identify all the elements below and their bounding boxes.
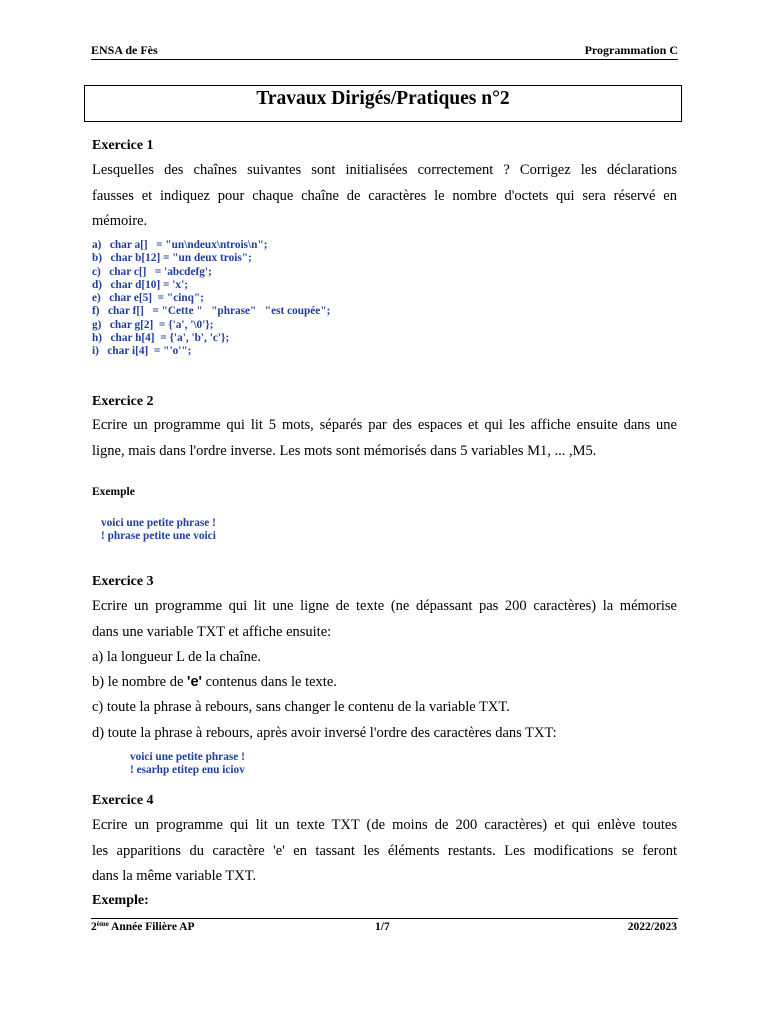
exercise-2-line: Ecrire un programme qui lit 5 mots, séparés par des espaces et qui les affiche ensuite dans une bbox=[92, 417, 677, 433]
exercise-2-example bbox=[101, 517, 216, 544]
code-item: c) char c[] = 'abcdefg'; bbox=[92, 265, 212, 278]
exercise-3-item-b bbox=[92, 674, 337, 691]
char-e: 'e' bbox=[187, 674, 202, 690]
exercise-4-text bbox=[92, 813, 677, 890]
exercise-4-example-label: Exemple: bbox=[92, 893, 149, 908]
footer-left bbox=[91, 921, 195, 933]
exercise-1-line: Lesquelles des chaînes suivantes sont initialisées correctement ? Corrigez les déclarations bbox=[92, 162, 677, 178]
example-line: voici une petite phrase ! bbox=[101, 517, 216, 529]
exercise-1-line: fausses et indiquez pour chaque chaîne de caractères le nombre d'octets qui sera réservé en bbox=[92, 187, 677, 204]
exercise-3-line: Ecrire un programme qui lit une ligne de texte (ne dépassant pas 200 caractères) la mémorise bbox=[92, 598, 677, 614]
exercise-2-text bbox=[92, 413, 677, 464]
exercise-3-example bbox=[130, 751, 245, 778]
code-item: f) char f[] = "Cette " "phrase" "est coupée"; bbox=[92, 305, 331, 318]
example-line: ! esarhp etitep enu iciov bbox=[130, 764, 245, 777]
footer-divider bbox=[91, 918, 678, 919]
page-title: Travaux Dirigés/Pratiques n°2 bbox=[256, 88, 510, 109]
header-divider bbox=[91, 59, 678, 60]
code-item: g) char g[2] = {'a', '\0'}; bbox=[92, 318, 214, 331]
exercise-2-line: ligne, mais dans l'ordre inverse. Les mots sont mémorisés dans 5 variables M1, ... ,M5. bbox=[92, 442, 597, 459]
exercise-1-code-list bbox=[92, 239, 330, 359]
code-item: h) char h[4] = {'a', 'b', 'c'}; bbox=[92, 332, 230, 345]
example-line: voici une petite phrase ! bbox=[130, 751, 245, 763]
item-b-prefix: b) le nombre de bbox=[92, 674, 188, 690]
exercise-1-heading: Exercice 1 bbox=[92, 138, 154, 153]
page-number: 1/7 bbox=[375, 921, 390, 933]
exercise-4-line: dans la même variable TXT. bbox=[92, 868, 257, 884]
code-item: e) char e[5] = "cinq"; bbox=[92, 292, 204, 305]
exercise-3-item-c: c) toute la phrase à rebours, sans changer le contenu de la variable TXT. bbox=[92, 699, 510, 715]
footer-year-suffix: ème bbox=[96, 920, 109, 928]
exercise-1-text bbox=[92, 158, 677, 235]
exercise-4-line: Ecrire un programme qui lit un texte TXT (de moins de 200 caractères) et qui enlève toutes bbox=[92, 817, 677, 833]
code-item: i) char i[4] = "'o'"; bbox=[92, 345, 192, 358]
header-right: Programmation C bbox=[584, 43, 678, 57]
code-item: d) char d[10] = 'x'; bbox=[92, 278, 188, 291]
footer-year-number: 2 bbox=[91, 921, 97, 933]
exercise-3-item-a: a) la longueur L de la chaîne. bbox=[92, 649, 261, 665]
exercise-3-item-d: d) toute la phrase à rebours, après avoir inversé l'ordre des caractères dans TXT: bbox=[92, 725, 557, 741]
exercise-4-heading: Exercice 4 bbox=[92, 793, 154, 808]
header-left: ENSA de Fès bbox=[91, 43, 158, 57]
example-line: ! phrase petite une voici bbox=[101, 530, 216, 543]
exercise-3-text bbox=[92, 594, 677, 645]
exercise-3-heading: Exercice 3 bbox=[92, 574, 154, 589]
exercise-2-heading: Exercice 2 bbox=[92, 394, 154, 409]
code-item: a) char a[] = "un\ndeux\ntrois\n"; bbox=[92, 239, 268, 251]
exercise-4-line: les apparitions du caractère 'e' en tassant les éléments restants. Les modifications se feront bbox=[92, 842, 677, 859]
code-item: b) char b[12] = "un deux trois"; bbox=[92, 252, 252, 265]
footer-program: Année Filière AP bbox=[108, 921, 195, 933]
exercise-2-example-label: Exemple bbox=[92, 486, 135, 498]
exercise-3-line: dans une variable TXT et affiche ensuite: bbox=[92, 623, 332, 640]
footer-academic-year: 2022/2023 bbox=[627, 921, 677, 933]
exercise-1-line: mémoire. bbox=[92, 213, 148, 229]
item-b-suffix: contenus dans le texte. bbox=[202, 674, 337, 690]
